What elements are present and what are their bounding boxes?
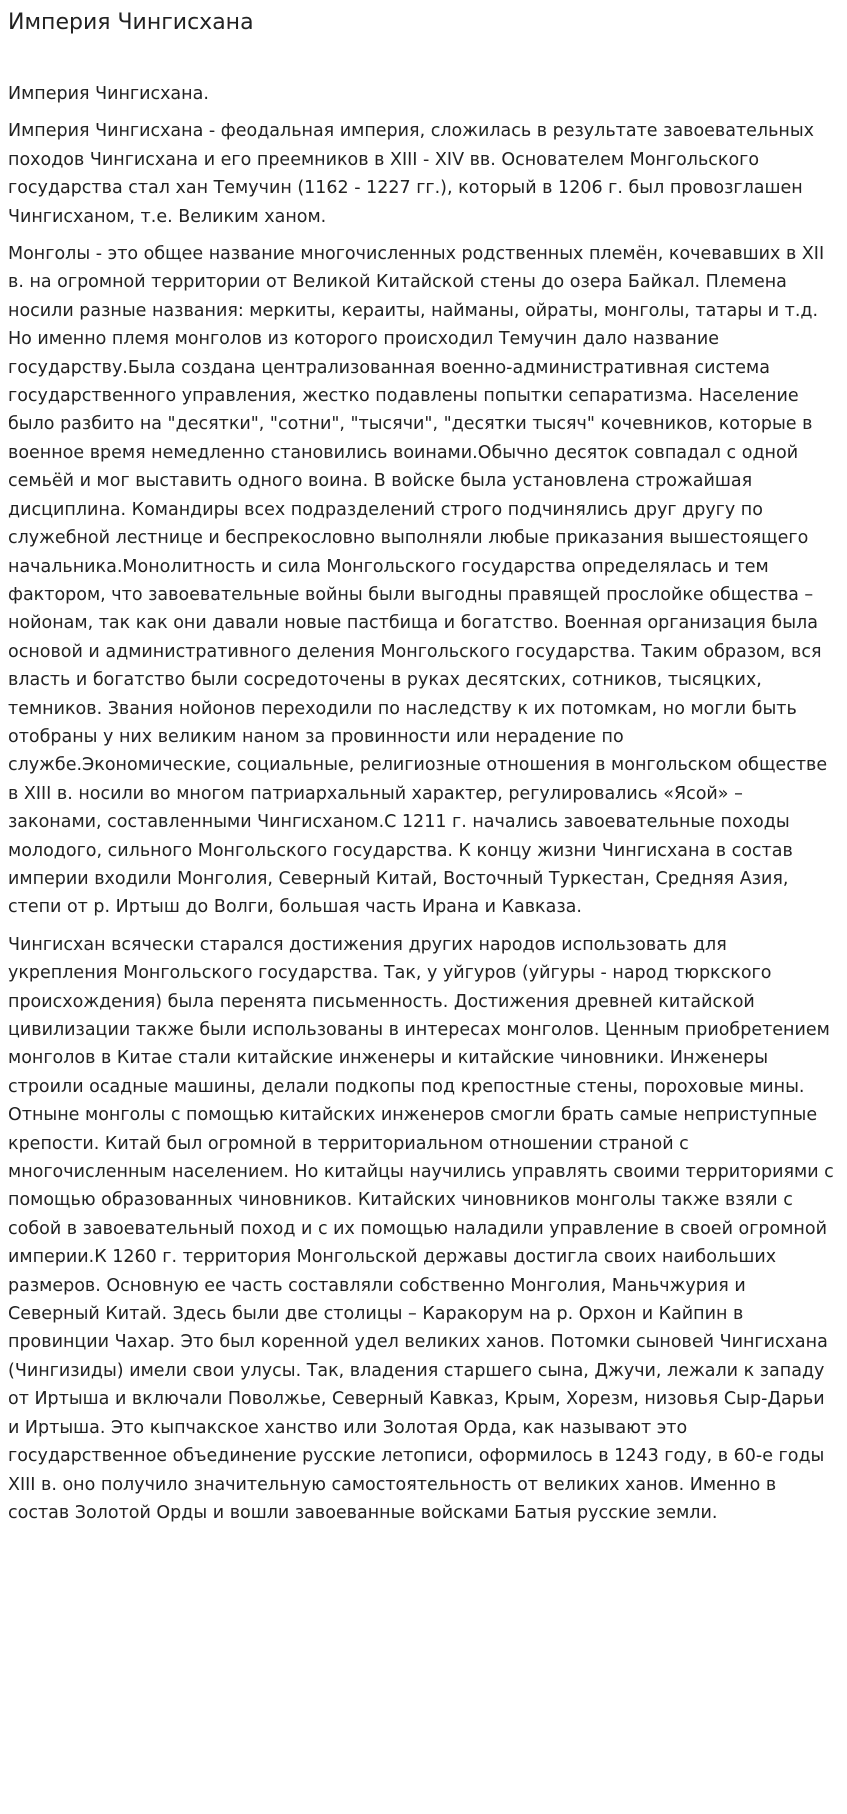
article-paragraph: Империя Чингисхана - феодальная империя, сложилась в результате завоевательных походов Чингисхана и его преемников в XIII - XIV вв. Основателем Монгольского государства стал хан Темучин (1162 - 1227 гг.), который в 1206 г. был провозглашен Чингисханом, т.е. Великим ханом. <box>8 121 815 227</box>
article-paragraph: Чингисхан всячески старался достижения других народов использовать для укрепления Монгольского государства. Так, у уйгуров (уйгуры - народ тюркского происхождения) была перенята письменность. Достижения древней китайской цивилизации также были использованы в интересах монголов. Ценным приобретением монголов в Китае стали китайские инженеры и китайские чиновники. Инженеры строили осадные машины, делали подкопы под крепостные стены, пороховые мины. Отныне монголы с помощью китайских инженеров смогли брать самые неприступные крепости. Китай был огромной в территориальном отношении страной с многочисленным населением. Но китайцы научились управлять своими территориями с помощью образованных чиновников. Китайских чиновников монголы также взяли с собой в завоевательный поход и с их помощью наладили управление в своей огромной империи.К 1260 г. территория Монгольской державы достигла своих наибольших размеров. Основную ее часть составляли собственно Монголия, Маньчжурия и Северный Китай. Здесь были две столицы – Каракорум на р. Орхон и Кайпин в провинции Чахар. Это был коренной удел великих ханов. Потомки сыновей Чингисхана (Чингизиды) имели свои улусы. Так, владения старшего сына, Джучи, лежали к западу от Иртыша и включали Поволжье, Северный Кавказ, Крым, Хорезм, низовья Сыр-Дарьи и Иртыша. Это кыпчакское ханство или Золотая Орда, как называют это государственное объединение русские летописи, оформилось в 1243 году, в 60-е годы XIII в. оно получило значительную самостоятельность от великих ханов. Именно в состав Золотой Орды и вошли завоеванные войсками Батыя русские земли. <box>8 934 834 1523</box>
article-paragraph: Монголы - это общее название многочисленных родственных племён, кочевавших в XII в. на огромной территории от Великой Китайской стены до озера Байкал. Племена носили разные названия: меркиты, кераиты, найманы, ойраты, монголы, татары и т.д. Но именно племя монголов из которого происходил Темучин дало название государству.Была создана централизованная военно-административная система государственного управления, жестко подавлены попытки сепаратизма. Население было разбито на "десятки", "сотни", "тысячи", "десятки тысяч" кочевников, которые в военное время немедленно становились воинами.Обычно десяток совпадал с одной семьёй и мог выставить одного воина. В войске была установлена строжайшая дисциплина. Командиры всех подразделений строго подчинялись друг другу по служебной лестнице и беспрекословно выполняли любые приказания вышестоящего начальника.Монолитность и сила Монгольского государства определялась и тем фактором, что завоевательные войны были выгодны правящей прослойке общества – нойонам, так как они давали новые пастбища и богатство. Военная организация была основой и административного деления Монгольского государства. Таким образом, вся власть и богатство были сосредоточены в руках десятских, сотников, тысяцких, темников. Звания нойонов переходили по наследству к их потомкам, но могли быть отобраны у них великим наном за провинности или нерадение по службе.Экономические, социальные, религиозные отношения в монгольском обществе в XIII в. носили во многом патриархальный характер, регулировались «Ясой» – законами, составленными Чингисханом.С 1211 г. начались завоевательные походы молодого, сильного Монгольского государства. К концу жизни Чингисхана в состав империи входили Монголия, Северный Китай, Восточный Туркестан, Средняя Азия, степи от р. Иртыш до Волги, большая часть Ирана и Кавказа. <box>8 244 828 918</box>
page-title: Империя Чингисхана <box>8 10 254 35</box>
article-body <box>8 80 839 1527</box>
article-heading-paragraph: Империя Чингисхана. <box>8 84 209 104</box>
